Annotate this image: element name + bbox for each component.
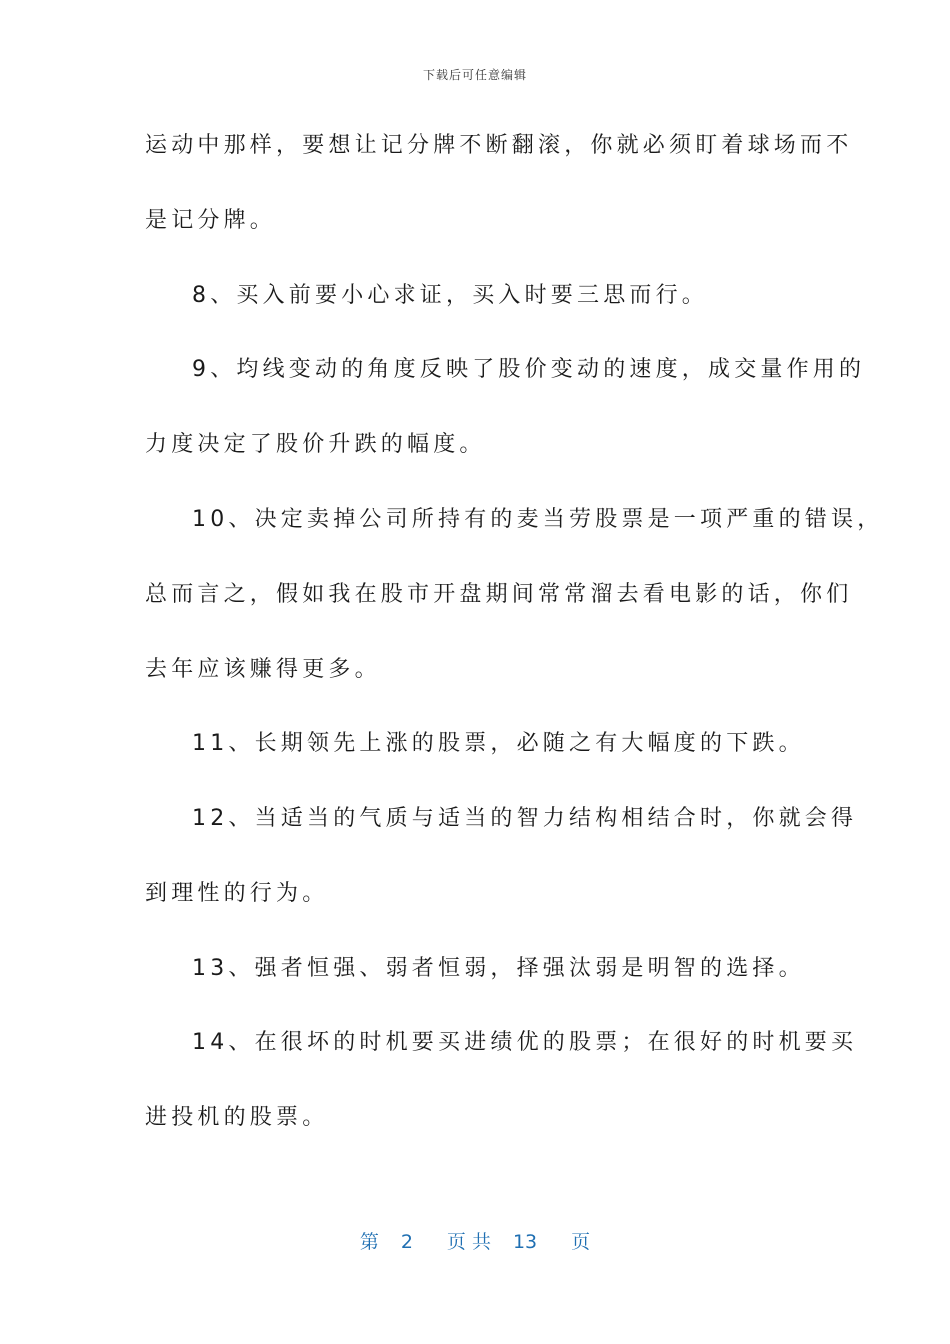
page-header-note: 下载后可任意编辑 <box>422 68 527 82</box>
paragraph-line: 10、决定卖掉公司所持有的麦当劳股票是一项严重的错误， <box>192 507 884 532</box>
footer-suffix: 页 <box>571 1231 591 1253</box>
paragraph-line: 8、买入前要小心求证，买入时要三思而行。 <box>192 283 708 308</box>
footer-prefix: 第 <box>359 1231 379 1253</box>
paragraph-line: 到理性的行为。 <box>145 881 329 906</box>
paragraph-line: 运动中那样，要想让记分牌不断翻滚，你就必须盯着球场而不 <box>145 133 853 158</box>
paragraph-line: 是记分牌。 <box>145 208 277 233</box>
footer-total-pages: 13 <box>512 1231 538 1253</box>
paragraph-line: 14、在很坏的时机要买进绩优的股票；在很好的时机要买 <box>192 1030 858 1055</box>
paragraph-line: 总而言之，假如我在股市开盘期间常常溜去看电影的话，你们 <box>145 582 853 607</box>
paragraph-line: 进投机的股票。 <box>145 1105 329 1130</box>
paragraph-line: 13、强者恒强、弱者恒弱，择强汰弱是明智的选择。 <box>192 956 805 981</box>
paragraph-line: 力度决定了股价升跌的幅度。 <box>145 432 486 457</box>
paragraph-line: 12、当适当的气质与适当的智力结构相结合时，你就会得 <box>192 806 858 831</box>
page-footer <box>0 1227 950 1254</box>
paragraph-line: 11、长期领先上涨的股票，必随之有大幅度的下跌。 <box>192 731 805 756</box>
paragraph-line: 去年应该赚得更多。 <box>145 657 381 682</box>
footer-middle: 页 共 <box>446 1231 491 1253</box>
footer-current-page: 2 <box>400 1231 413 1253</box>
paragraph-line: 9、均线变动的角度反映了股价变动的速度，成交量作用的 <box>192 357 866 382</box>
